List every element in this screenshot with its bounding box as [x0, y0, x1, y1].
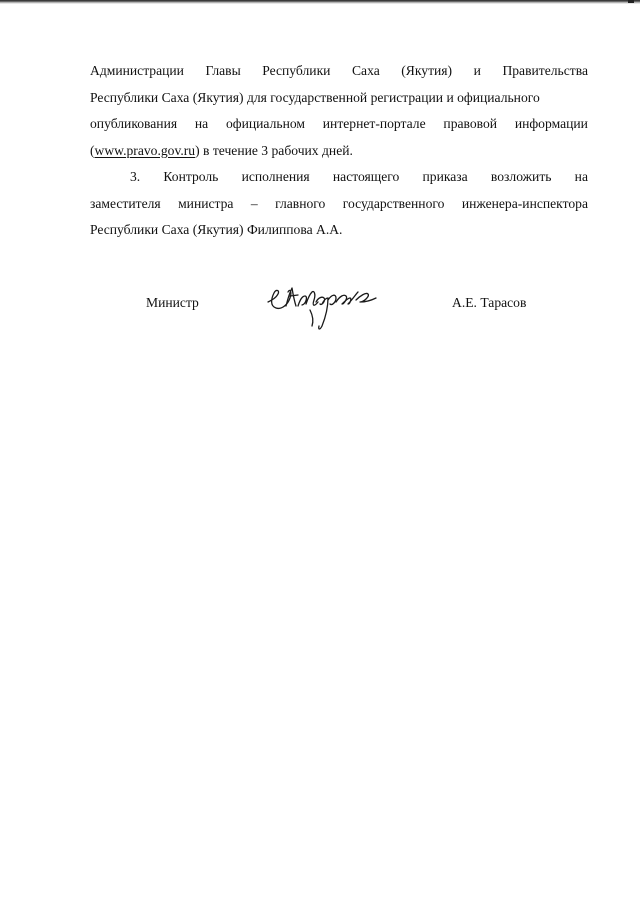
- word: и: [473, 63, 481, 78]
- text-line: Республики Саха (Якутия) Филиппова А.А.: [90, 222, 343, 237]
- word: возложить: [490, 169, 552, 184]
- word: на: [194, 116, 209, 131]
- text-line: [90, 111, 588, 138]
- line-text: ) в течение 3 рабочих дней.: [195, 142, 353, 158]
- signer-position: Министр: [146, 295, 199, 310]
- signer-name: А.Е. Тарасов: [452, 295, 527, 310]
- paren-open: (: [90, 142, 95, 158]
- word: Республики: [262, 63, 331, 78]
- word: Саха: [351, 63, 380, 78]
- text-line: [90, 164, 588, 191]
- text-line: [90, 138, 588, 165]
- scan-top-edge: [0, 0, 640, 4]
- word: настоящего: [332, 169, 400, 184]
- handwritten-signature: [262, 280, 382, 336]
- signature-block: [0, 280, 640, 340]
- word: главного: [275, 195, 326, 211]
- word: инженера-инспектора: [461, 195, 588, 211]
- word: приказа: [422, 169, 468, 184]
- word: 3.: [130, 169, 141, 184]
- word: исполнения: [241, 169, 310, 184]
- word: на: [574, 169, 588, 184]
- word: министра: [178, 195, 234, 211]
- word: (Якутия): [401, 63, 453, 78]
- text-line: [90, 191, 588, 218]
- word: информации: [514, 116, 588, 131]
- word: официальном: [226, 116, 305, 131]
- word: интернет-портале: [322, 116, 426, 131]
- word: правовой: [443, 116, 498, 131]
- word: Главы: [205, 63, 241, 78]
- word: Администрации: [90, 63, 184, 78]
- word: опубликования: [90, 116, 178, 131]
- document-body: [90, 58, 588, 244]
- word: Правительства: [502, 63, 588, 78]
- word: государственного: [342, 195, 445, 211]
- word: –: [250, 195, 258, 211]
- text-line: [90, 58, 588, 85]
- text-line: Республики Саха (Якутия) для государственной регистрации и официального: [90, 89, 540, 105]
- pravo-link[interactable]: www.pravo.gov.ru: [94, 142, 196, 158]
- word: заместителя: [90, 195, 161, 211]
- word: Контроль: [163, 169, 219, 184]
- scan-speck: [628, 0, 634, 3]
